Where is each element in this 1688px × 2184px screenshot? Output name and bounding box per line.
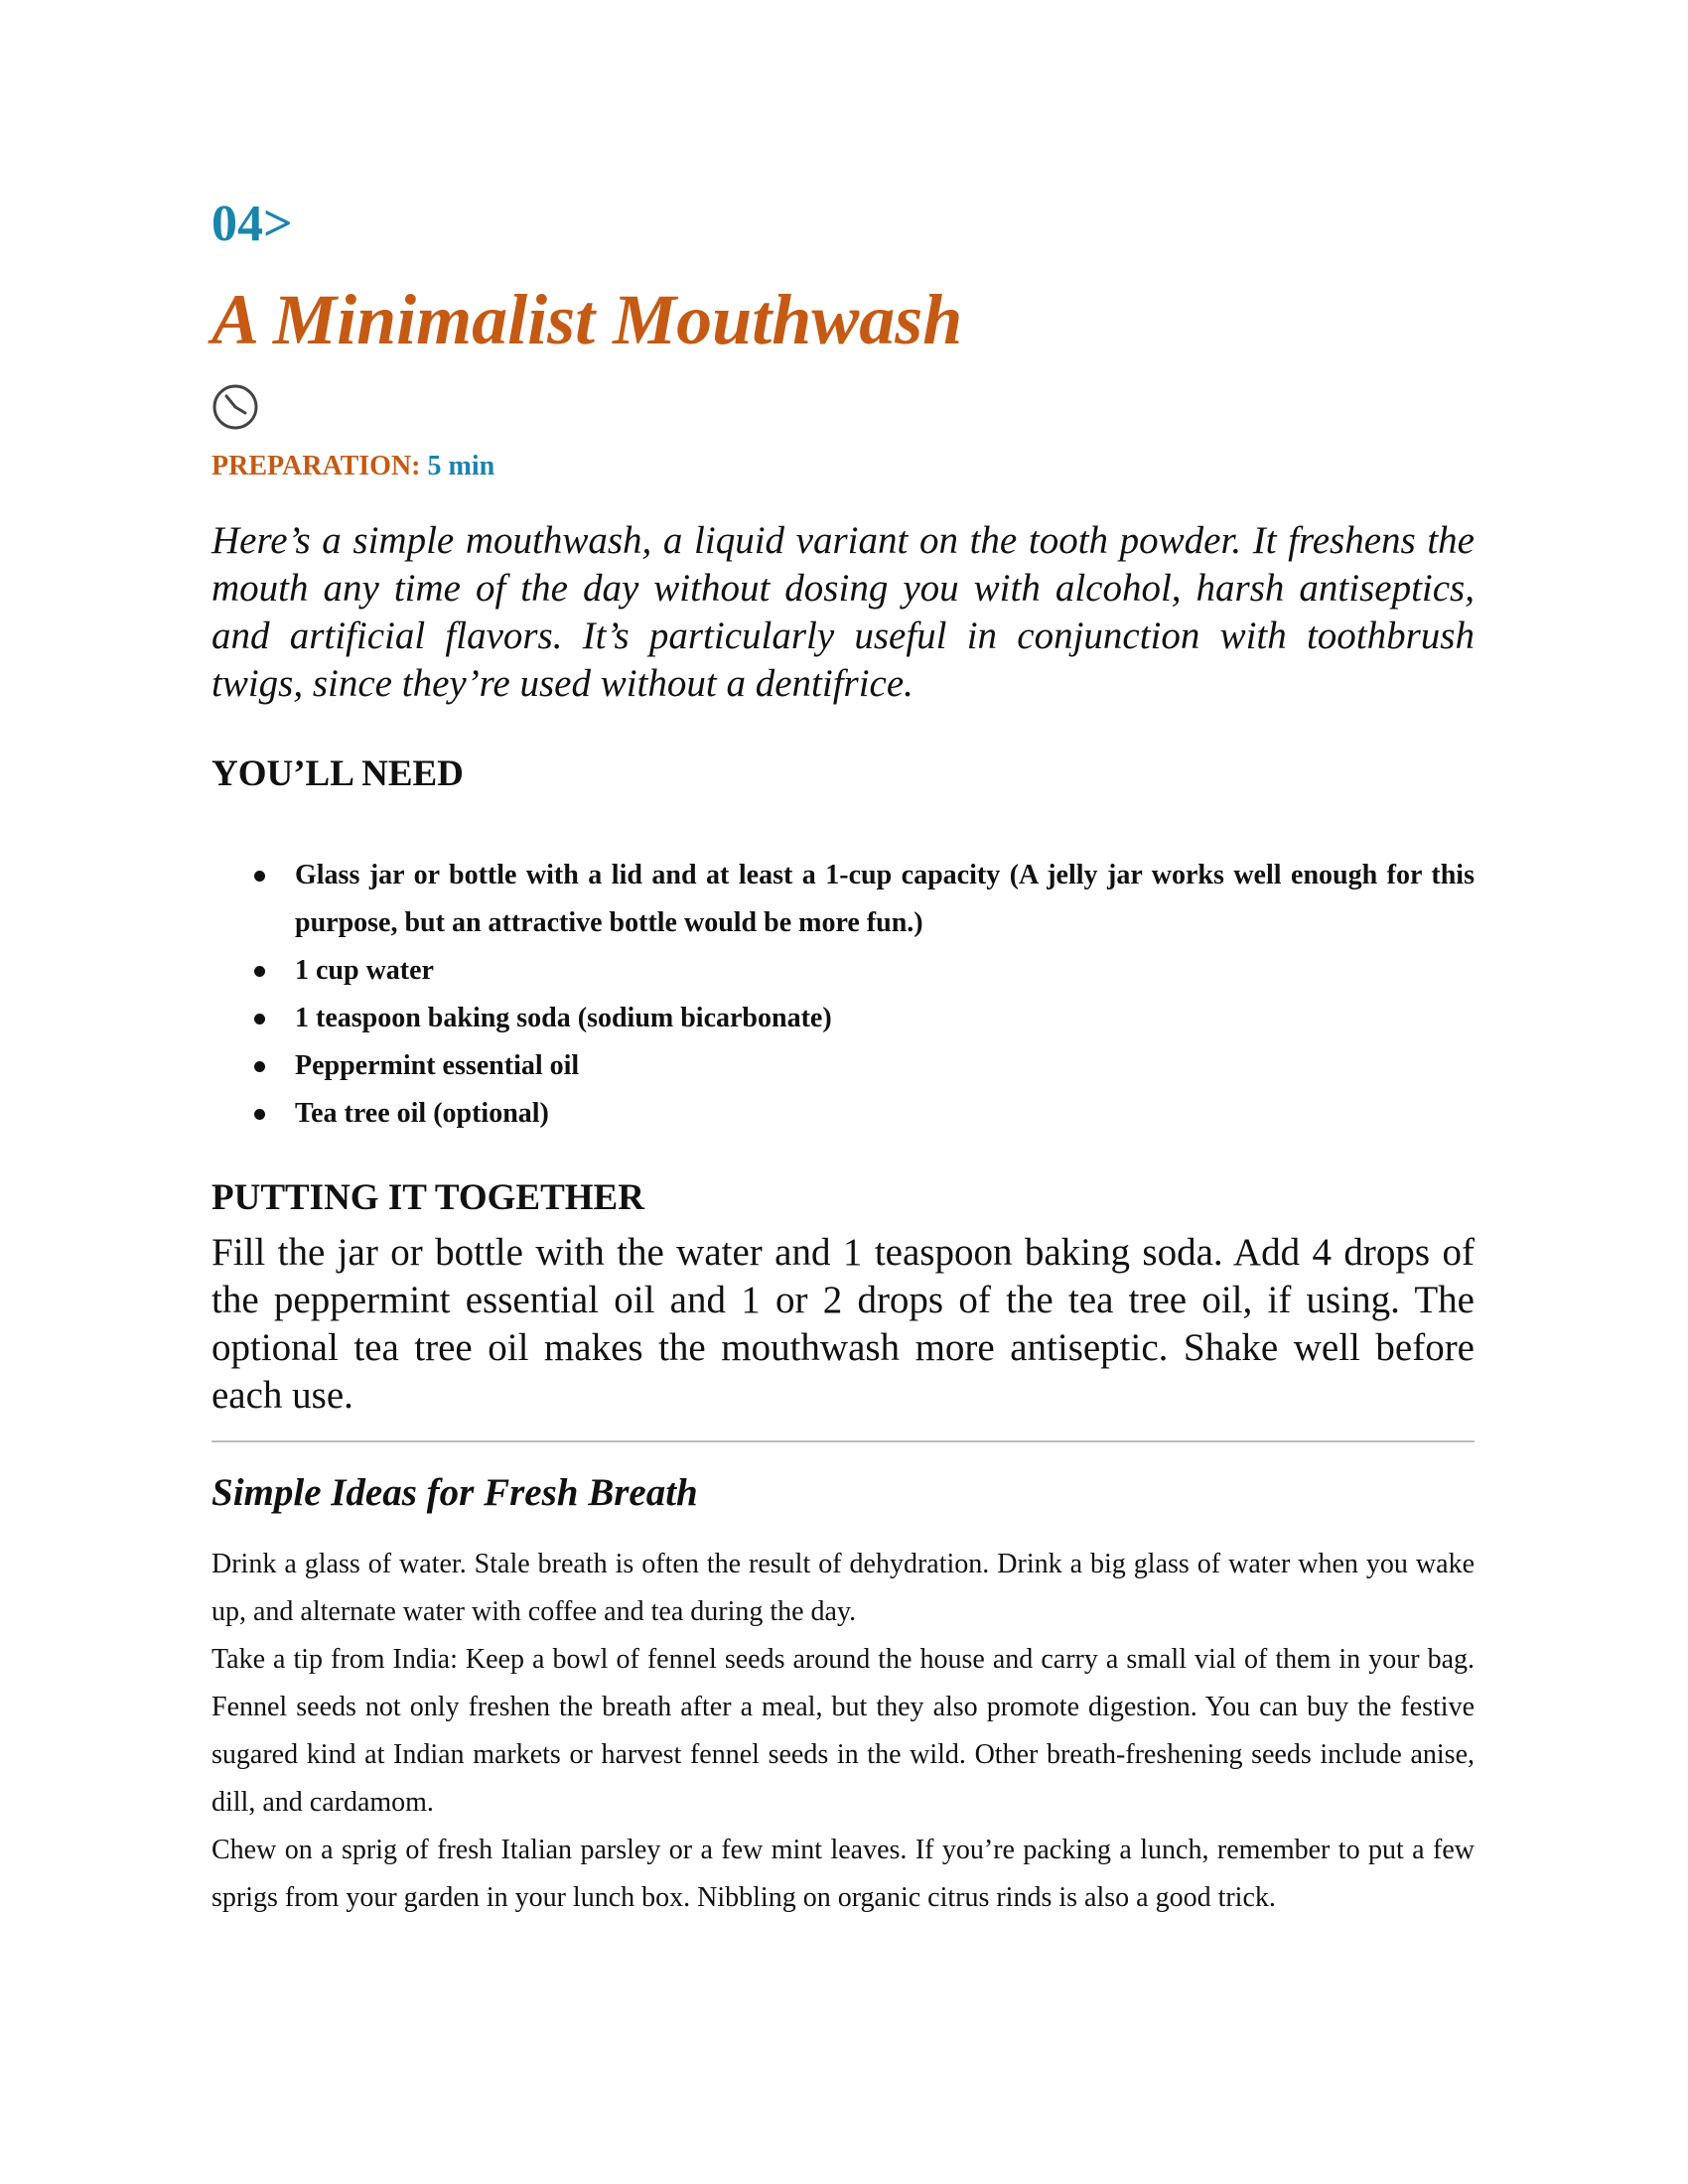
clock-icon (211, 383, 259, 431)
preparation-label: PREPARATION: (211, 451, 421, 481)
sidebar-paragraph: Take a tip from India: Keep a bowl of fennel seeds around the house and carry a small vial of them in your bag. Fennel seeds not only freshen the breath after a meal, but they also promote digestion. You can buy the festive sugared kind at Indian markets or harvest fennel seeds in the wild. Other breath-freshening seeds include anise, dill, and cardamom. (211, 1644, 1475, 1818)
preparation-value: 5 min (427, 451, 495, 481)
sidebar-paragraph: Chew on a sprig of fresh Italian parsley or a few mint leaves. If you’re packing a lunch, remember to put a few sprigs from your garden in your lunch box. Nibbling on organic citrus rinds is also a good trick. (211, 1835, 1475, 1913)
page-title: A Minimalist Mouthwash (211, 280, 963, 359)
list-item: Tea tree oil (optional) (211, 1090, 1475, 1138)
list-item: Peppermint essential oil (211, 1042, 1475, 1090)
list-item: 1 cup water (211, 947, 1475, 995)
intro-paragraph: Here’s a simple mouthwash, a liquid variant on the tooth powder. It freshens the mouth any time of the day without dosing you with alcohol, harsh antiseptics, and artificial flavors. It’s particularly useful in conjunction with toothbrush twigs, since they’re used without a dentifrice. (211, 519, 1475, 705)
ingredients-list (211, 852, 1475, 1138)
sidebar-paragraph: Drink a glass of water. Stale breath is often the result of dehydration. Drink a big glass of water when you wake up, and alternate water with coffee and tea during the day. (211, 1549, 1475, 1627)
sidebar-body (211, 1541, 1475, 1922)
sidebar-heading: Simple Ideas for Fresh Breath (211, 1471, 698, 1514)
list-item: Glass jar or bottle with a lid and at least a 1-cup capacity (A jelly jar works well enough for this purpose, but an attractive bottle would be more fun.) (211, 852, 1475, 947)
chapter-number: 04> (211, 196, 293, 252)
preparation-time (211, 453, 494, 480)
assembly-paragraph: Fill the jar or bottle with the water and 1 teaspoon baking soda. Add 4 drops of the peppermint essential oil and 1 or 2 drops of the tea tree oil, if using. The optional tea tree oil makes the mouthwash more antiseptic. Shake well before each use. (211, 1231, 1475, 1417)
assembly-heading: PUTTING IT TOGETHER (211, 1177, 644, 1218)
section-divider (211, 1440, 1475, 1442)
list-item: 1 teaspoon baking soda (sodium bicarbonate) (211, 995, 1475, 1042)
needs-heading: YOU’LL NEED (211, 753, 464, 794)
